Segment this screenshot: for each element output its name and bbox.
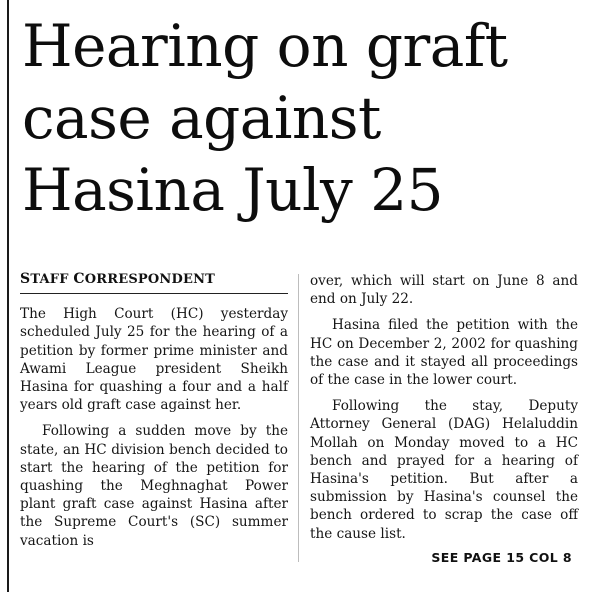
article-paragraph-5: Following the stay, Deputy Attorney General (DAG) Helaluddin Mollah on Monday moved to a HC bench and prayed for a hearing of Hasina's petition. But after a submission by Hasina's counsel the bench ordered to scrap the case off the cause list.	[310, 398, 578, 542]
byline-rest-2: ORRESPONDENT	[84, 272, 216, 287]
byline	[20, 270, 288, 294]
headline-line-1: Hearing on graft	[22, 12, 508, 80]
byline-initial-2: C	[73, 271, 85, 287]
continued-jump-line: SEE PAGE 15 COL 8	[431, 550, 572, 565]
article-paragraph-1: The High Court (HC) yesterday scheduled July 25 for the hearing of a petition by former prime minister and Awami League president Sheikh Hasina for quashing a four and a half years old graft case against her.	[20, 306, 288, 414]
headline-line-3: Hasina July 25	[22, 156, 444, 224]
article-paragraph-4: Hasina filed the petition with the HC on December 2, 2002 for quashing the case and it stayed all proceedings of the case in the lower court.	[310, 317, 578, 389]
headline	[22, 10, 582, 226]
column-divider	[298, 274, 299, 562]
byline-initial-1: S	[20, 271, 31, 287]
article-paragraph-2: Following a sudden move by the state, an HC division bench decided to start the hearing of the petition for quashing the Meghnaghat Power plant graft case against Hasina after the Supreme Court's (SC) summer vacation is	[20, 423, 288, 549]
headline-line-2: case against	[22, 84, 381, 152]
article-paragraph-3: over, which will start on June 8 and end on July 22.	[310, 273, 578, 308]
byline-rest-1: TAFF	[30, 272, 74, 287]
article-column-left	[20, 270, 288, 558]
article-column-right	[310, 272, 578, 551]
left-border-rule	[7, 0, 9, 592]
